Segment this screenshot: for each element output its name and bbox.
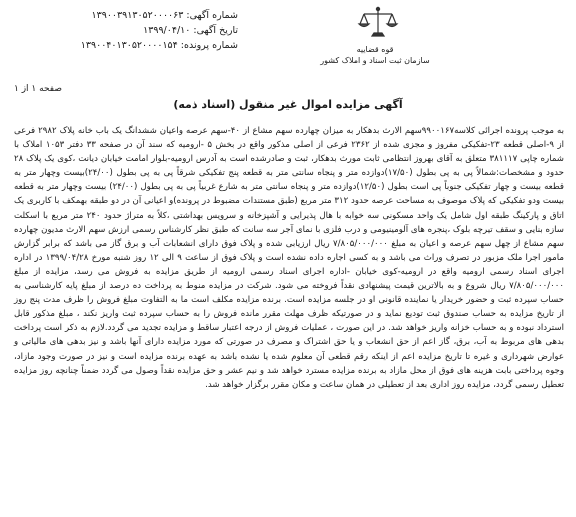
ad-number-row xyxy=(8,8,238,23)
ad-metadata xyxy=(8,8,238,53)
ad-date-row xyxy=(8,23,238,38)
emblem-caption xyxy=(320,44,430,66)
document-title: آگهی مزایده اموال غیر منقول (اسناد ذمه) xyxy=(173,98,403,111)
document-body: به موجب پرونده اجرائی کلاسه۹۹۰۰۱۶۷سهم الارث بدهکار به میزان چهارده سهم مشاع از ۴۰-سهم عرصه واعیان ششدانگ یک باب خانه پلاک ۲۹۸۲ فرعی از ۹-اصلی قطعه ۲۳-تفکیکی مفروز و مجزی شده از ۲۳۶۲ فرعی از اصلی مذکور واقع در بخش ۵ -ارومیه که سند آن در صفحه ۳۳ دفتر ۱۰۵۳ املاک با شماره چاپی ۳۸۱۱۱۷ متعلق به آقای بهروز انتظامی ثابت مورث بدهکار، ثبت و صادرشده است به آدرس ارومیه-بلوار امامت خیابان دیانت ،کوی یک پلاک ۲۸ حدود و مشخصات:شمالاً پی به پی بطول (۱۷/۵۰)دوازده متر و پنجاه سانتی متر به قطعه پنج تفکیکی شرقاً پی به پی بطول (۲۴/۰۰)بیست وچهار متر به قطعه بیست و چهار تفکیکی جنوباً پی است بطول (۱۲/۵۰)دوازده متر و پنجاه سانتی متر به شارع غربیاً پی به پی بطول (۲۴/۰۰) بیست وچهار متر به قطعه بیست ودو تفکیکی که پلاک موصوف به مساحت عرصه حدود ۳۱۲ متر مربع (طبق مستندات مضبوط در پرونده)و اعیانی آن در دو طبقه بهمکف با کاربری یک اتاق و پارکینگ طبقه اول شامل یک واحد مسکونی سه خوابه با هال پذیرایی و آشپزخانه و سرویس بهداشتی ،کلاً به متراژ حدود ۲۴۰ متر مربع با اسکلت سازه بنایی و سقف تیرچه بلوک ،پنجره های آلومینیومی و درب فلزی با نمای آجر سه سانت که طبق نظر کارشناس رسمی ارزش سهم الارث مدیون چهارده سهم مشاع از چهل سهم عرصه و اعیان به مبلغ ۷/۸۰۵/۰۰۰/۰۰۰ ریال ارزیابی شده و پلاک فوق دارای انشعابات آب و برق گاز می باشد که برابر گزارش مامور اجرا ملک مزبور در تصرف وراث می باشد و به کسی اجاره داده نشده است و پلاک فوق از ساعت ۹ الی ۱۲ روز شنبه مورخ ۱۳۹۹/۰۴/۲۸ در اداره اجرای اسناد رسمی ارومیه واقع در ارومیه-کوی خیابان -اداره اجرای اسناد رسمی ارومیه از طریق مزایده به فروش می رسد، مزایده از مبلغ ۷/۸۰۵/۰۰۰/۰۰۰ ریال شروع و به بالاترین قیمت پیشنهادی نقداً فروخته می شود. شرکت در مزایده منوط به پرداخت ده درصد از مبلغ پایه کارشناسی به حساب سپرده ثبت و حضور خریدار یا نماینده قانونی او در جلسه مزایده است. برنده مزایده مکلف است ما به التفاوت مبلغ فروش را ظرف مدت پنج روز از تاریخ مزایده به حساب صندوق ثبت تودیع نماید و در صورتیکه ظرف مهلت مقرر مانده فروش را به حساب سپرده ثبت واریز نکند ، مبلغ مذکور قابل استرداد نبوده و به حساب خزانه واریز خواهد شد. در این صورت ، عملیات فروش از درجه اعتبار ساقط و مزایده تجدید می گردد.لازم به ذکر است پرداخت بدهی های مربوط به آب، برق، گاز اعم از حق انشعاب و یا حق اشتراک و مصرف در صورتی که مورد مزایده دارای آنها باشد و نیز بدهی های مالیاتی و عوارض شهرداری و غیره تا تاریخ مزایده اعم از اینکه رقم قطعی آن معلوم شده یا نشده باشد به عهده برنده مزایده است و نیز در صورت وجود مازاد، وجوه پرداختی بابت هزینه های فوق از محل مازاد به برنده مزایده مسترد خواهد شد و نیم عشر و حق مزایده نقداً وصول می گردد ضمناً چنانچه روز مزایده تعطیل رسمی گردد، مزایده روز اداری بعد از تعطیلی در همان ساعت و مکان مقرر برگزار خواهد شد. xyxy=(14,126,565,390)
scales-of-justice-icon xyxy=(356,6,400,40)
emblem-line-1: قوه قضاییه xyxy=(356,45,394,54)
emblem-line-2: سازمان ثبت اسناد و املاک کشور xyxy=(320,56,430,65)
ad-date-label: تاریخ آگهی: xyxy=(193,25,238,36)
ad-number-label: شماره آگهی: xyxy=(186,10,238,21)
file-number-label: شماره پرونده: xyxy=(180,40,238,51)
ad-date: ۱۳۹۹/۰۴/۱۰ xyxy=(143,25,191,36)
ad-number: ۱۳۹۰۰۳۹۱۳۰۵۲۰۰۰۰۶۳ xyxy=(91,10,184,21)
file-number-row xyxy=(8,38,238,53)
file-number: ۱۳۹۰۰۴۰۱۳۰۵۲۰۰۰۰۱۵۴ xyxy=(80,40,178,51)
page-number: صفحه ۱ از ۱ xyxy=(14,84,62,94)
